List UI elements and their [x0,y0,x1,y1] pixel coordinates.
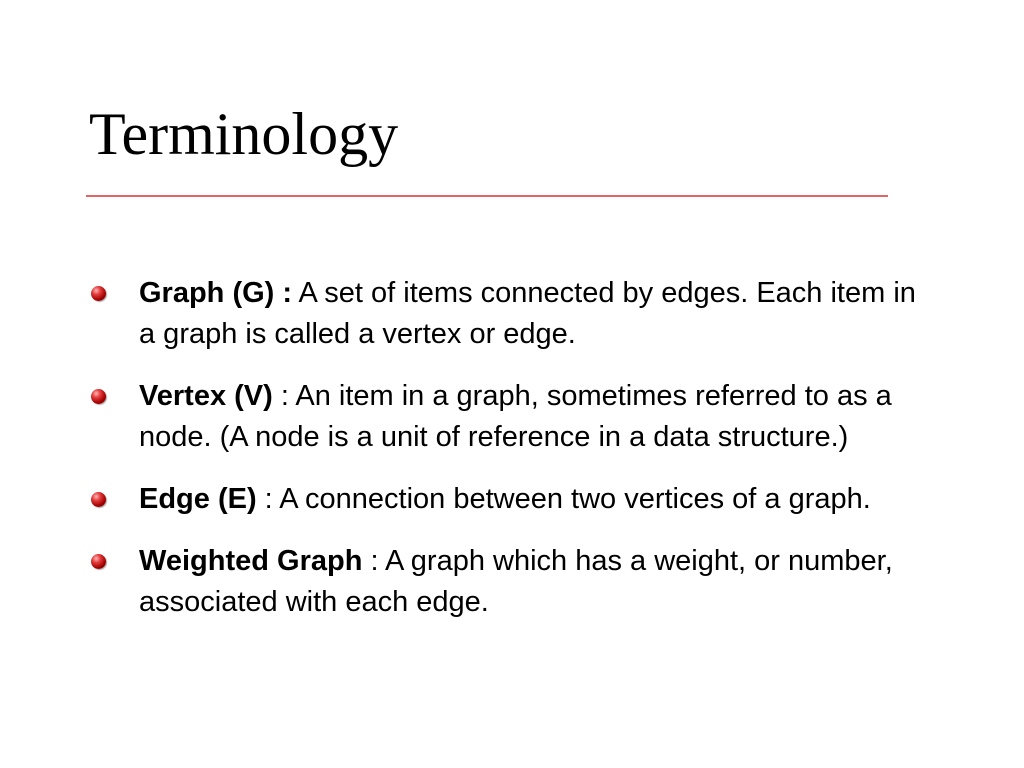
list-item [88,541,918,623]
list-item [88,376,918,458]
list-item [88,273,918,355]
term-definition: : A connection between two vertices of a graph. [256,483,871,515]
term-definition: A set of items connected by edges. Each item in a graph is called a vertex or edge. [139,277,916,350]
terminology-list [88,273,918,644]
term-label: Vertex (V) [139,380,273,412]
title-divider [86,195,888,197]
bullet-icon [91,286,106,301]
bullet-icon [91,554,106,569]
bullet-icon [91,492,106,507]
term-definition: : A graph which has a weight, or number, associated with each edge. [139,545,893,618]
term-label: Edge (E) [139,483,257,515]
bullet-icon [91,389,106,404]
slide-title: Terminology [89,101,399,167]
term-label: Weighted Graph [139,545,363,577]
term-label: Graph (G) : [139,277,293,309]
term-definition: : An item in a graph, sometimes referred to as a node. (A node is a unit of reference in a data structure.) [139,380,892,453]
list-item [88,479,918,520]
